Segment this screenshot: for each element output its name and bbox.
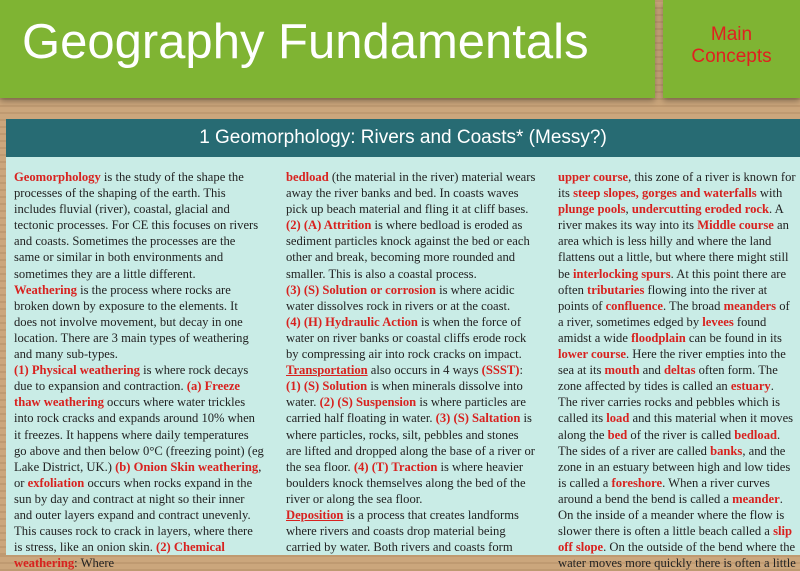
body-text: often form. The zone affected by tides is called an: [558, 363, 778, 394]
keyword: (SSST): [481, 363, 520, 378]
keyword: lower course: [558, 347, 626, 362]
keyword: (2) (S) Suspension: [319, 395, 417, 410]
keyword: (1) (S) Solution: [286, 379, 368, 394]
section-title: 1 Geomorphology: Rivers and Coasts* (Messy?): [6, 119, 800, 157]
body-text: is when the force of water on river banks or coastal cliffs erode rock by compressing air into rock cracks on impact.: [286, 314, 527, 362]
body-text: flowing into the river at points of: [558, 282, 768, 313]
body-text: and: [639, 363, 664, 378]
body-text: is where bedload is eroded as sediment particles knock against the bed or each other and break, becoming more rounded and smaller. This is also a coastal process.: [286, 218, 530, 281]
paragraph-transport-types: [286, 378, 536, 507]
body-text: with: [756, 186, 783, 201]
body-text: found amidst a wide: [558, 314, 767, 345]
main-concepts-line2: Concepts: [691, 46, 772, 67]
body-text: The sides of a river are called: [558, 443, 711, 458]
paragraph-transportation: [286, 362, 536, 378]
keyword: (3) (S) Saltation: [435, 411, 521, 426]
keyword: undercutting eroded rock: [631, 202, 769, 217]
keyword: (4) (T) Traction: [353, 459, 438, 474]
body-text: ,: [625, 202, 632, 217]
content-panel: [6, 119, 800, 571]
keyword: bedload: [734, 427, 777, 442]
body-text: occurs where water trickles into rock cracks and expands around 10% when it freezes. It happens where daily temperatures go above and then below 0°C (freezing point) (eg Lake District, UK.): [14, 395, 264, 474]
body-text: . At this point there are often: [558, 266, 787, 297]
keyword: (2) Chemical weathering: [14, 540, 225, 571]
body-text: is where particles, rocks, silt, pebbles and stones are lifted and dropped along the base of a river or the sea floor.: [286, 411, 535, 474]
body-text: is a process that creates landforms where rivers and coasts drop material being carried by water. Both rivers and coasts form: [286, 507, 519, 555]
body-text: . The river carries rocks and pebbles which is called its: [558, 379, 781, 426]
keyword: levees: [702, 314, 734, 329]
paragraph-river-courses: [558, 169, 796, 443]
keyword: tributaries: [587, 282, 645, 297]
keyword: floodplain: [631, 330, 686, 345]
body-text: .: [777, 427, 781, 442]
body-text: of the river is called: [627, 427, 735, 442]
keyword: bed: [607, 427, 628, 442]
keyword: steep slopes, gorges and waterfalls: [573, 186, 757, 201]
keyword: mouth: [604, 363, 640, 378]
body-text: occurs when rocks expand in the sun by day and contract at night so their inner and outer layers expand and contract unevenly. This causes rock to crack in layers, where there is stress, like an onion skin.: [14, 475, 253, 555]
keyword: (1) Physical weathering: [14, 363, 140, 378]
keyword: upper course: [558, 170, 629, 184]
body-text: and this material when it moves along the: [558, 411, 794, 442]
main-concepts-label: [663, 24, 800, 68]
body-text: . On the outside of the bend where the water moves more quickly there is often a little: [558, 540, 796, 571]
keyword: (3) (S) Solution or corrosion: [286, 282, 436, 297]
body-text: is the process where rocks are broken down by exposure to the elements. It does not involve movement, but decay in one location. There are 3 main types of weathering and many sub-types.: [14, 282, 249, 362]
keyword: Geomorphology: [14, 170, 101, 184]
paragraph-river-banks: [558, 443, 796, 571]
keyword: (2) (A) Attrition: [286, 218, 372, 233]
body-text: is when minerals dissolve into water.: [286, 379, 523, 410]
body-text: also occurs in 4 ways: [367, 363, 482, 378]
main-concepts-box[interactable]: [663, 0, 800, 98]
paragraph-physical-weathering: [14, 362, 264, 571]
body-text: . A river makes its way into its: [558, 202, 784, 233]
keyword: confluence: [605, 298, 663, 313]
title-bar: [0, 0, 655, 98]
body-text: is where heavier boulders knock themselves along the bed of the river or along the sea floor.: [286, 459, 526, 506]
keyword: meander: [732, 491, 780, 506]
page-title: Geography Fundamentals: [22, 15, 589, 69]
body-text: : Where: [74, 556, 115, 571]
body-text: . The broad: [662, 298, 724, 313]
keyword: interlocking spurs: [573, 266, 671, 281]
keyword: Middle course: [697, 218, 774, 233]
body-text: is where acidic water dissolves rock in rivers or at the coast.: [286, 282, 515, 313]
body-text: . Here the river empties into the sea at its: [558, 347, 786, 378]
body-text: is where rock decays due to expansion and contraction.: [14, 363, 249, 394]
keyword: Deposition: [286, 507, 344, 522]
body-text: is where particles are carried half floating in water.: [286, 395, 526, 426]
text-column-3: [558, 169, 796, 571]
keyword: (a) Freeze thaw weathering: [14, 379, 241, 410]
body-text: an area which is less hilly and where the land flattens out a little, but where there might still be: [558, 218, 789, 281]
body-text: . On the inside of a meander where the flow is slower there is often a little beach called a: [558, 491, 785, 539]
keyword: (4) (H) Hydraulic Action: [286, 314, 418, 329]
body-text: of a river, sometimes edged by: [558, 298, 790, 329]
paragraph-deposition: [286, 507, 536, 555]
keyword: foreshore: [611, 475, 663, 490]
text-column-1: [14, 169, 264, 571]
text-column-2: [286, 169, 536, 555]
body-text: can be found in its: [685, 330, 782, 345]
keyword: load: [606, 411, 630, 426]
keyword: meanders: [723, 298, 777, 313]
keyword: plunge pools: [558, 202, 626, 217]
body-text: :: [519, 363, 523, 378]
keyword: bedload: [286, 170, 329, 184]
paragraph-geomorphology: [14, 169, 264, 282]
body-text: is the study of the shape the processes of the shaping of the earth. This includes fluvial (river), coastal, glacial and tectonic processes. For CE this focuses on rivers and coasts. Sometimes the processes are the same or similar in both environments and sometimes they are a little different.: [14, 170, 259, 281]
keyword: deltas: [664, 363, 696, 378]
keyword: estuary: [730, 379, 771, 394]
main-concepts-line1: Main: [710, 24, 753, 45]
paragraph-weathering: [14, 282, 264, 362]
keyword: (b) Onion Skin weathering: [115, 459, 259, 474]
keyword: Weathering: [14, 282, 77, 297]
body-text: , and the zone in an estuary between high and low tides is called a: [558, 443, 791, 490]
keyword: exfoliation: [27, 475, 85, 490]
keyword: banks: [710, 443, 743, 458]
paragraph-solution: [286, 282, 536, 314]
paragraph-abrasion: [286, 169, 536, 282]
keyword: slip off slope: [558, 524, 792, 555]
body-text: (the material in the river) material wears away the river banks and bed. In coasts waves pick up beach material and fling it at cliff bases.: [286, 170, 536, 217]
keyword: Transportation: [286, 363, 368, 378]
body-text: . When a river curves around a bend the bend is called a: [558, 475, 770, 506]
body-text: , this zone of a river is known for its: [558, 170, 796, 201]
body-text: , or: [14, 459, 262, 490]
paragraph-hydraulic-action: [286, 314, 536, 362]
